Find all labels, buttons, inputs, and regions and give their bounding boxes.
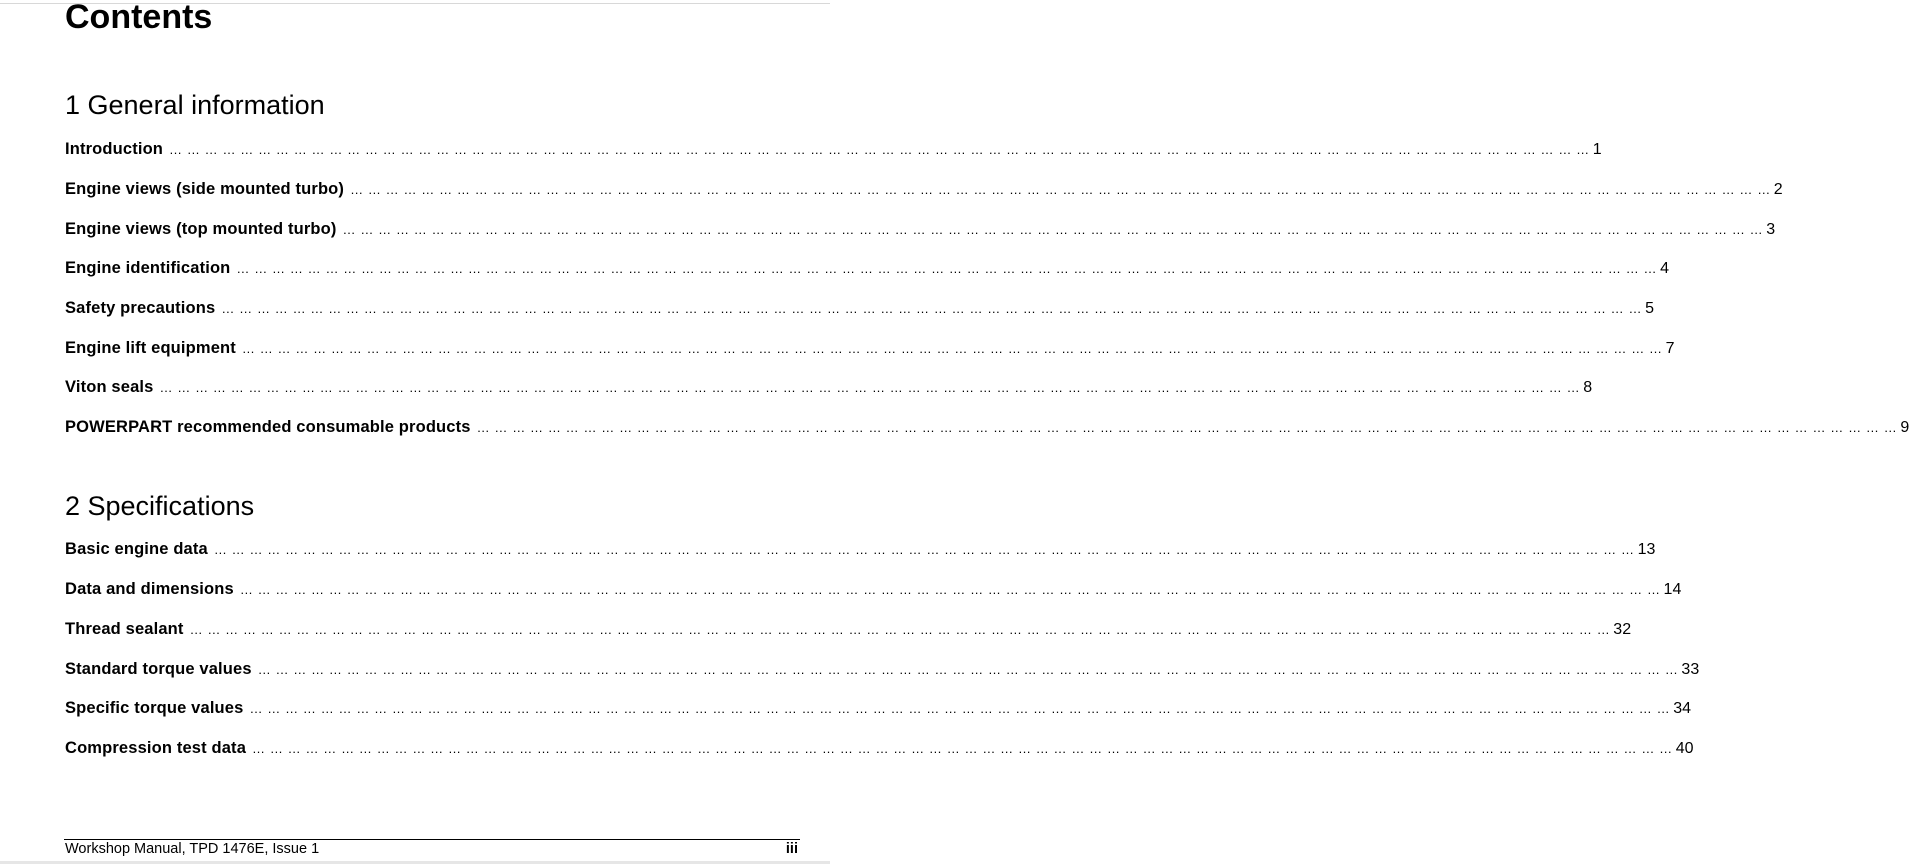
dot-leader: … … … … … … … … … … … … … … … … … … … … … … … … … … … … … … … … … … … … … … … … … … … … … … … … … … … … … … … … … … … … … … … … … … … … … … … … … … … … … … … … bbox=[159, 380, 1581, 395]
dot-leader: … … … … … … … … … … … … … … … … … … … … … … … … … … … … … … … … … … … … … … … … … … … … … … … … … … … … … … … … … … … … … … … … … … … … … … … … … … … … … … … … bbox=[257, 662, 1679, 677]
toc-entry-title: Engine views (top mounted turbo) bbox=[65, 220, 337, 238]
toc-entry-title: Data and dimensions bbox=[65, 580, 234, 598]
toc-entry-safety-precautions[interactable] bbox=[65, 297, 1654, 319]
toc-entry-page: 33 bbox=[1681, 661, 1700, 678]
dot-leader: … … … … … … … … … … … … … … … … … … … … … … … … … … … … … … … … … … … … … … … … … … … … … … … … … … … … … … … … … … … … … … … … … … … … … … … … … … … … … … … … bbox=[342, 222, 1764, 237]
toc-entry-viton-seals[interactable] bbox=[65, 376, 1593, 398]
toc-entry-page: 1 bbox=[1592, 141, 1602, 158]
toc-entry-standard-torque-values[interactable] bbox=[65, 658, 1700, 680]
dot-leader: … … … … … … … … … … … … … … … … … … … … … … … … … … … … … … … … … … … … … … … … … … … … … … … … … … … … … … … … … … … … … … … … … … … … … … … … … … … … … … … … bbox=[236, 261, 1658, 276]
toc-entry-title: Basic engine data bbox=[65, 540, 208, 558]
toc-entry-title: Thread sealant bbox=[65, 620, 184, 638]
toc-entry-engine-views-top[interactable] bbox=[65, 218, 1776, 240]
toc-entry-title: Introduction bbox=[65, 140, 164, 158]
toc-entry-page: 3 bbox=[1766, 221, 1776, 238]
dot-leader: … … … … … … … … … … … … … … … … … … … … … … … … … … … … … … … … … … … … … … … … … … … … … … … … … … … … … … … … … … … … … … … … … … … … … … … … … … … … … … … … bbox=[350, 182, 1771, 197]
toc-entry-page: 4 bbox=[1660, 260, 1670, 277]
toc-entry-page: 13 bbox=[1637, 541, 1656, 558]
dot-leader: … … … … … … … … … … … … … … … … … … … … … … … … … … … … … … … … … … … … … … … … … … … … … … … … … … … … … … … … … … … … … … … … … … … … … … … … … … … … … … … … bbox=[213, 542, 1635, 557]
footer-document-info: Workshop Manual, TPD 1476E, Issue 1 bbox=[65, 841, 320, 857]
toc-entry-engine-views-side[interactable] bbox=[65, 178, 1783, 200]
dot-leader: … … … … … … … … … … … … … … … … … … … … … … … … … … … … … … … … … … … … … … … … … … … … … … … … … … … … … … … … … … … … … … … … … … … … … … … … … … … … … … … … bbox=[241, 341, 1663, 356]
toc-entry-title: Engine lift equipment bbox=[65, 339, 236, 357]
dot-leader: … … … … … … … … … … … … … … … … … … … … … … … … … … … … … … … … … … … … … … … … … … … … … … … … … … … … … … … … … … … … … … … … … … … … … … … … … … … … … … … … bbox=[252, 741, 1673, 756]
toc-entry-page: 34 bbox=[1673, 700, 1691, 717]
page-title: Contents bbox=[65, 0, 213, 36]
dot-leader: … … … … … … … … … … … … … … … … … … … … … … … … … … … … … … … … … … … … … … … … … … … … … … … … … … … … … … … … … … … … … … … … … … … … … … … … … … … … … … … … bbox=[221, 301, 1643, 316]
dot-leader: … … … … … … … … … … … … … … … … … … … … … … … … … … … … … … … … … … … … … … … … … … … … … … … … … … … … … … … … … … … … … … … … … … … … … … … … … … … … … … … … bbox=[189, 622, 1611, 637]
toc-entry-page: 2 bbox=[1773, 181, 1783, 198]
toc-entry-title: Compression test data bbox=[65, 739, 247, 757]
toc-entry-page: 7 bbox=[1665, 340, 1675, 357]
toc-entry-page: 5 bbox=[1645, 300, 1654, 317]
toc-entry-page: 40 bbox=[1675, 740, 1694, 757]
toc-entry-page: 9 bbox=[1900, 419, 1909, 436]
dot-leader: … … … … … … … … … … … … … … … … … … … … … … … … … … … … … … … … … … … … … … … … … … … … … … … … … … … … … … … … … … … … … … … … … … … … … … … … … … … … … … … … bbox=[476, 420, 1898, 435]
toc-entry-basic-engine-data[interactable] bbox=[65, 538, 1656, 560]
toc-entry-compression-test-data[interactable] bbox=[65, 737, 1694, 759]
toc-entry-thread-sealant[interactable] bbox=[65, 618, 1632, 640]
toc-entry-data-and-dimensions[interactable] bbox=[65, 578, 1682, 600]
toc-entry-title: Specific torque values bbox=[65, 699, 244, 717]
dot-leader: … … … … … … … … … … … … … … … … … … … … … … … … … … … … … … … … … … … … … … … … … … … … … … … … … … … … … … … … … … … … … … … … … … … … … … … … … … … … … … … … bbox=[169, 142, 1590, 157]
toc-entry-title: Standard torque values bbox=[65, 660, 252, 678]
toc-entry-engine-identification[interactable] bbox=[65, 257, 1670, 279]
toc-entry-page: 8 bbox=[1583, 379, 1593, 396]
section-heading-general-information: 1 General information bbox=[65, 90, 325, 120]
toc-entry-introduction[interactable] bbox=[65, 138, 1602, 160]
toc-entry-title: Engine identification bbox=[65, 259, 231, 277]
toc-entry-engine-lift-equipment[interactable] bbox=[65, 337, 1675, 359]
dot-leader: … … … … … … … … … … … … … … … … … … … … … … … … … … … … … … … … … … … … … … … … … … … … … … … … … … … … … … … … … … … … … … … … … … … … … … … … … … … … … … … … bbox=[249, 701, 1671, 716]
toc-entry-specific-torque-values[interactable] bbox=[65, 697, 1691, 719]
section-heading-specifications: 2 Specifications bbox=[65, 491, 255, 521]
toc-entry-title: Engine views (side mounted turbo) bbox=[65, 180, 345, 198]
toc-entry-title: Viton seals bbox=[65, 378, 154, 396]
toc-entry-page: 14 bbox=[1663, 581, 1682, 598]
footer-page-number: iii bbox=[785, 841, 798, 857]
toc-entry-page: 32 bbox=[1613, 621, 1632, 638]
toc-entry-title: POWERPART recommended consumable products bbox=[65, 418, 471, 436]
dot-leader: … … … … … … … … … … … … … … … … … … … … … … … … … … … … … … … … … … … … … … … … … … … … … … … … … … … … … … … … … … … … … … … … … … … … … … … … … … … … … … … … bbox=[239, 582, 1661, 597]
toc-entry-powerpart-consumables[interactable] bbox=[65, 416, 1909, 438]
toc-entry-title: Safety precautions bbox=[65, 299, 216, 317]
